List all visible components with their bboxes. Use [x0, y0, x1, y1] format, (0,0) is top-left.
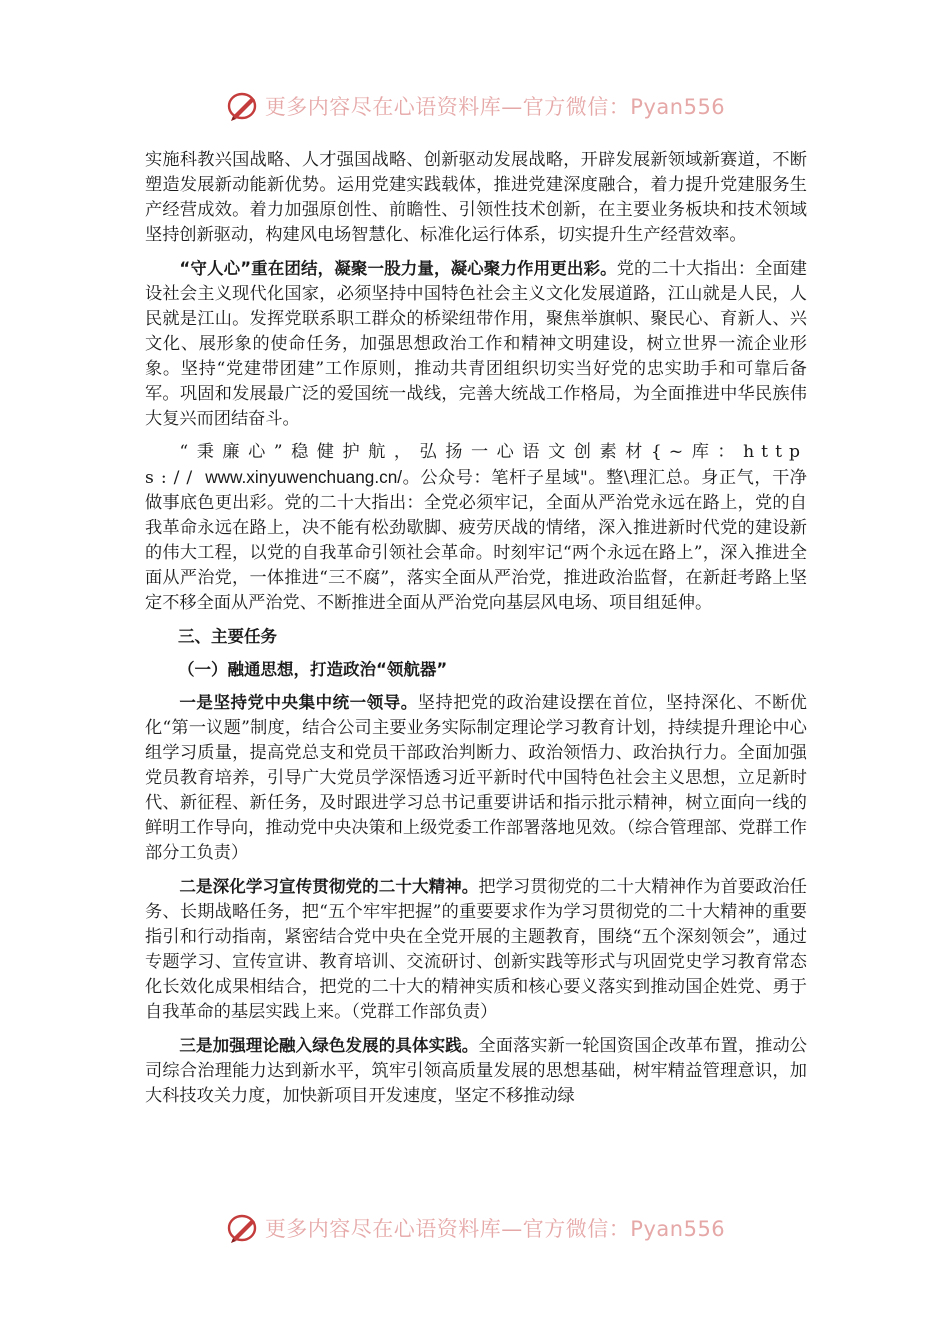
- paragraph: [145, 256, 807, 432]
- header-watermark-banner: [0, 86, 950, 126]
- paragraph: [145, 874, 807, 1025]
- paragraph-lead: 二是深化学习宣传贯彻党的二十大精神。: [179, 877, 479, 896]
- footer-watermark-banner: [0, 1208, 950, 1248]
- document-body: [145, 148, 807, 1117]
- paragraph-text: 实施科教兴国战略、人才强国战略、创新驱动发展战略，开辟发展新领域新赛道，不断塑造发展新动能新优势。运用党建实践载体，推进党建深度融合，着力提升党建服务生产经营成效。着力加强原创性、前瞻性、引领性技术创新，在主要业务板块和技术领域坚持创新驱动，构建风电场智慧化、标准化运行体系，切实提升生产经营效率。: [145, 150, 807, 245]
- paragraph: [145, 440, 807, 616]
- pen-logo-icon: [225, 88, 261, 124]
- banner-text: 更多内容尽在心语资料库—官方微信：Pyan556: [264, 95, 726, 119]
- paragraph: [145, 148, 807, 248]
- paragraph-text: 党的二十大指出：全面建设社会主义现代化国家，必须坚持中国特色社会主义文化发展道路，江山就是人民，人民就是江山。发挥党联系职工群众的桥梁纽带作用，聚焦举旗帜、聚民心、育新人、兴文化、展形象的使命任务，加强思想政治工作和精神文明建设，树立世界一流企业形象。坚持“党建带团建”工作原则，推动共青团组织切实当好党的忠实助手和可靠后备军。巩固和发展最广泛的爱国统一战线，完善大统战工作格局，为全面推进中华民族伟大复兴而团结奋斗。: [145, 259, 807, 429]
- paragraph-lead: “守人心”重在团结，凝聚一股力量，凝心聚力作用更出彩。: [179, 259, 617, 278]
- paragraph-text: 坚持把党的政治建设摆在首位，坚持深化、不断优化“第一议题”制度，结合公司主要业务实际制定理论学习教育计划，持续提升理论中心组学习质量，提高党总支和党员干部政治判断力、政治领悟力、政治执行力。全面加强党员教育培养，引导广大党员学深悟透习近平新时代中国特色社会主义思想，立足新时代、新征程、新任务，及时跟进学习总书记重要讲话和指示批示精神，树立面向一线的鲜明工作导向，推动党中央决策和上级党委工作部署落地见效。（综合管理部、党群工作部分工负责）: [145, 693, 807, 863]
- paragraph-text: 。公众号：笔杆子星域"。整\理汇总。身正气，干净做事底色更出彩。党的二十大指出：全党必须牢记，全面从严治党永远在路上，党的自我革命永远在路上，决不能有松劲歇脚、疲劳厌战的情绪，深入推进新时代党的建设新的伟大工程，以党的自我革命引领社会革命。时刻牢记“两个永远在路上”，深入推进全面从严治党，一体推进“三不腐”，落实全面从严治党，推进政治监督，在新赶考路上坚定不移全面从严治党、不断推进全面从严治党向基层风电场、项目组延伸。: [145, 468, 807, 613]
- paragraph-lead: “秉廉心”稳健护航，弘扬一心语文创素材{~库：https://: [145, 442, 807, 488]
- paragraph-lead: 三是加强理论融入绿色发展的具体实践。: [179, 1036, 479, 1055]
- paragraph-text: 全面落实新一轮国资国企改革布置，推动公司综合治理能力达到新水平，筑牢引领高质量发展的思想基础，树牢精益管理意识，加大科技攻关力度，加快新项目开发速度，坚定不移推动绿: [145, 1036, 807, 1106]
- paragraph: [145, 1033, 807, 1109]
- subsection-heading: （一）融通思想，打造政治“领航器”: [178, 660, 448, 679]
- pen-logo-icon: [225, 1210, 261, 1246]
- url-text: www.xinyuwenchuang.cn/: [205, 467, 403, 487]
- paragraph: [145, 690, 807, 866]
- paragraph-text: 把学习贯彻党的二十大精神作为首要政治任务、长期战略任务，把“五个牢牢把握”的重要要求作为学习贯彻党的二十大精神的重要指引和行动指南，紧密结合党中央在全党开展的主题教育，围绕“五个深刻领会”，通过专题学习、宣传宣讲、教育培训、交流研讨、创新实践等形式与巩固党史学习教育常态化长效化成果相结合，把党的二十大的精神实质和核心要义落实到推动国企姓党、勇于自我革命的基层实践上来。（党群工作部负责）: [145, 877, 807, 1022]
- section-heading: 三、主要任务: [178, 627, 277, 646]
- banner-text: 更多内容尽在心语资料库—官方微信：Pyan556: [264, 1217, 726, 1241]
- paragraph-lead: 一是坚持党中央集中统一领导。: [179, 693, 418, 712]
